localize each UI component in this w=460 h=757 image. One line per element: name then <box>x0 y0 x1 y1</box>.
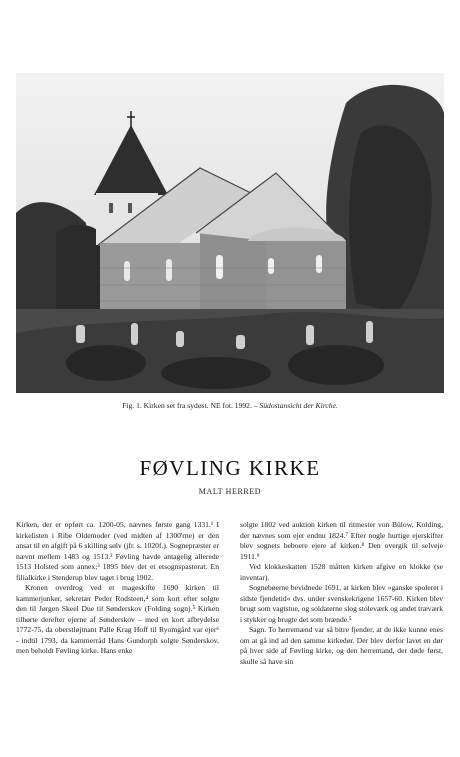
text-column-right <box>240 520 443 667</box>
caption-german: Südostansicht der Kirche. <box>259 401 338 410</box>
church-photo <box>16 73 444 393</box>
page-title: FØVLING KIRKE <box>139 456 321 480</box>
paragraph: Ved klokkeskatten 1528 måtten kirken afgive en klokke (se inventar). <box>240 562 443 582</box>
paragraph: solgte 1802 ved auktion kirken til ritmester von Bülow, Kolding, der nævnes som ejer endnu 1824.⁷ Efter nogle hurtige ejerskifter blev sognets beboere ejere af kirken.⁸ Den overgik til selveje 1911.⁹ <box>240 520 443 561</box>
caption-separator: – <box>251 401 260 410</box>
page-subtitle: MALT HERRED <box>198 487 262 496</box>
figure-caption <box>16 401 444 410</box>
text-column-left <box>16 520 219 657</box>
paragraph: Sagn. To herremænd var så bitre fjender, at de ikke kunne enes om at gå ind ad den samme kirkedør. Der blev derfor lavet en dør på hver side af Føvling kirke, og den herremand, der døde først, skulle så have sin <box>240 625 443 666</box>
paragraph: Sognebøerne bevidnede 1691, at kirken blev »ganske spoleret i sidste fjendetid« dvs. under svenskekrigene 1657-60. Kirken blev brugt som vagtstue, og soldaterne slog stoleværk og andet træværk i stykker og brugte det som brænde.⁵ <box>240 583 443 624</box>
paragraph: Kirken, der er opført ca. 1200-05, nævnes første gang 1331.¹ I kirkelisten i Ribe Oldemoder (ved midten af 1300'rne) er den ansat til en afgift på 6 skilling sølv (jfr. s. 1020f.). Sognepræster er nævnt mellem 1483 og 1513.² Føvling havde antagelig allerede 1513 Holsted som annex;³ 1895 blev det et etsognspastorat. En filialkirke i Stenderup blev taget i brug 1902. <box>16 520 219 582</box>
caption-text: Fig. 1. Kirken set fra sydøst. NE fot. 1992. <box>122 401 252 410</box>
paragraph: Kronen overdrog ved et mageskifte 1690 kirken til kammerjunker, sekretær Peder Rodsteen,⁴ som kort efter solgte den til Jørgen Skeel Due til Sønderskov (Folding sogn).⁵ Kirken tilhørte derefter ejerne af Sønderskov – med en kort afbrydelse 1772-75, da oberstløjtnant Palle Krag Hoff til Ryomgård var ejer⁶ - indtil 1793, da kammerråd Hans Gundorph solgte Sønderskov, men beholdt Føvling kirke. Hans enke <box>16 583 219 655</box>
